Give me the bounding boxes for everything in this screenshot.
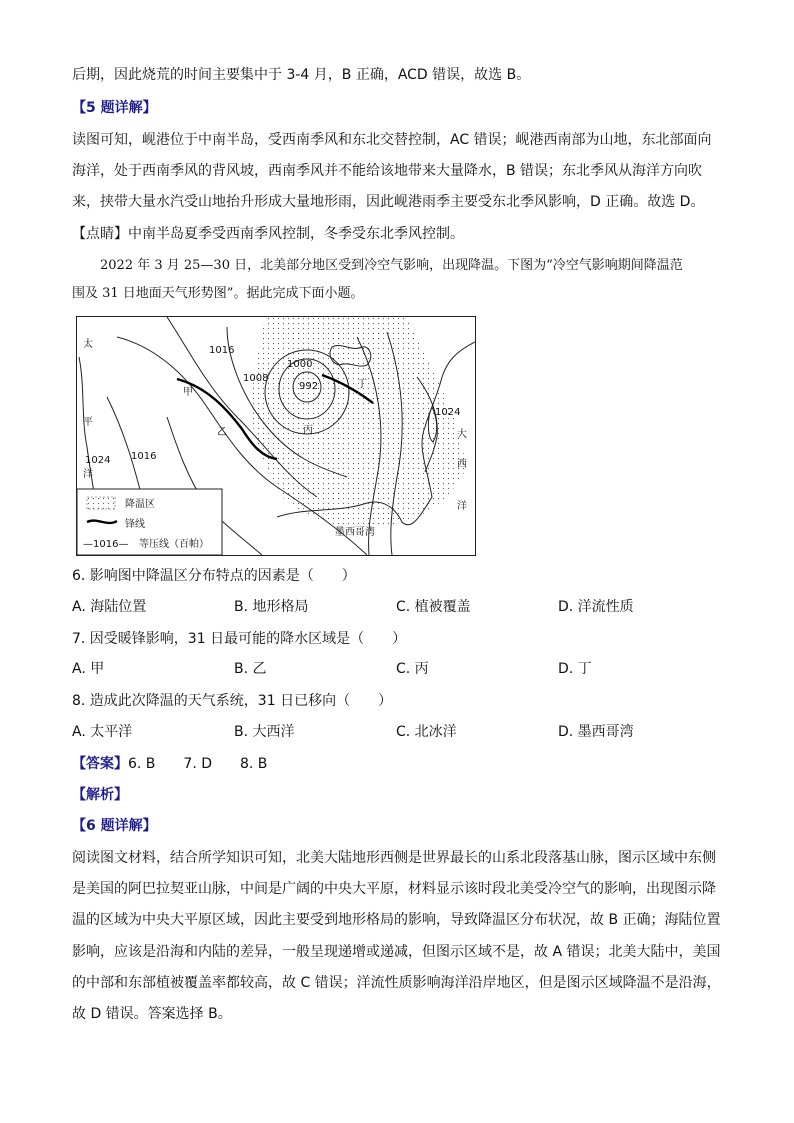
text-line: 读图可知，岘港位于中南半岛，受西南季风和东北交替控制，AC 错误；岘港西南部为山地，东北部面向 [72,132,712,148]
analysis-label: 【解析】 [72,787,128,803]
label-ding: 丁 [357,379,367,390]
label-gulf: 墨西哥湾 [335,527,375,538]
question-stem-7: 7. 因受暖锋影响，31 日最可能的降水区域是（ ） [72,631,407,647]
q6-header: 【6 题详解】 [72,818,157,834]
q6-line: 影响，应该是沿海和内陆的差异，一般呈现递增或递减，但图示区域不是，故 A 错误；北美大陆中，美国 [72,944,721,960]
answer-row [72,755,267,773]
option-7a: A. 甲 [72,661,105,677]
label-1000: 1000 [287,359,313,370]
q6-line: 温的区域为中央大平原区域，因此主要受到地形格局的影响，导致降温区分布状况，故 B 正确；海陆位置 [72,912,721,928]
label-yang-w: 洋 [83,469,93,480]
label-992: 992 [299,381,319,392]
question-stem-6: 6. 影响图中降温区分布特点的因素是（ ） [72,568,356,584]
q6-line: 故 D 错误。答案选择 B。 [72,1006,232,1022]
q5-header: 【5 题详解】 [72,100,157,116]
label-1008: 1008 [243,373,269,384]
label-yi: 乙 [217,427,227,438]
option-6b: B. 地形格局 [234,599,309,615]
text-line: 后期，因此烧荒的时间主要集中于 3-4 月，B 正确，ACD 错误，故选 B。 [72,67,531,83]
option-6d: D. 洋流性质 [558,599,634,615]
q6-line: 是美国的阿巴拉契亚山脉，中间是广阔的中央大平原，材料显示该时段北美受冷空气的影响，出现图示降 [72,881,716,897]
label-yang-e: 洋 [457,501,467,512]
label-da: 大 [457,429,467,440]
question-stem-8: 8. 造成此次降温的天气系统，31 日已移向（ ） [72,693,393,709]
q6-line: 阅读图文材料，结合所学知识可知，北美大陆地形西侧是世界最长的山系北段落基山脉，图示区域中东侧 [72,850,716,866]
label-jia: 甲 [183,387,193,398]
label-tai: 太 [83,339,93,350]
option-7c: C. 丙 [396,661,429,677]
answer-label: 【答案】 [72,756,128,772]
option-7d: D. 丁 [558,661,592,677]
text-line: 来，挟带大量水汽受山地抬升形成大量地形雨，因此岘港雨季主要受东北季风影响，D 正确。故选 D。 [72,194,705,210]
cooling-area [251,317,467,528]
legend [77,489,222,555]
option-8c: C. 北冰洋 [396,724,457,740]
weather-map [76,316,476,556]
label-xi: 西 [457,459,467,470]
legend-isobar-sample: —1016— [83,539,129,550]
legend-isobar: 等压线（百帕） [139,539,209,550]
intro-line-2: 围及 31 日地面天气形势图”。据此完成下面小题。 [72,286,364,301]
label-bing: 丙 [303,425,313,436]
option-6c: C. 植被覆盖 [396,599,471,615]
option-7b: B. 乙 [234,661,267,677]
answer-value: 6. B 7. D 8. B [128,756,268,772]
label-ping: 平 [83,417,93,428]
q6-line: 的中部和东部植被覆盖率都较高，故 C 错误；洋流性质影响海洋沿岸地区，但是图示区域降温不是沿海， [72,975,721,991]
option-6a: A. 海陆位置 [72,599,147,615]
intro-line-1: 2022 年 3 月 25—30 日，北美部分地区受到冷空气影响，出现降温。下图为“冷空气影响期间降温范 [100,258,683,273]
legend-swatch-cool [87,497,115,509]
text-line: 海洋，处于西南季风的背风坡，西南季风并不能给该地带来大量降水，B 错误；东北季风从海洋方向吹 [72,163,703,179]
option-8a: A. 太平洋 [72,724,133,740]
legend-cool-area: 降温区 [125,499,155,510]
label-1024w: 1024 [85,455,111,466]
note: 【点睛】中南半岛夏季受西南季风控制，冬季受东北季风控制。 [72,226,464,242]
legend-front: 锋线 [125,519,145,530]
option-8d: D. 墨西哥湾 [558,724,634,740]
label-1024e: 1024 [435,407,461,418]
label-1016b: 1016 [131,451,157,462]
option-8b: B. 大西洋 [234,724,295,740]
label-1016a: 1016 [209,345,235,356]
